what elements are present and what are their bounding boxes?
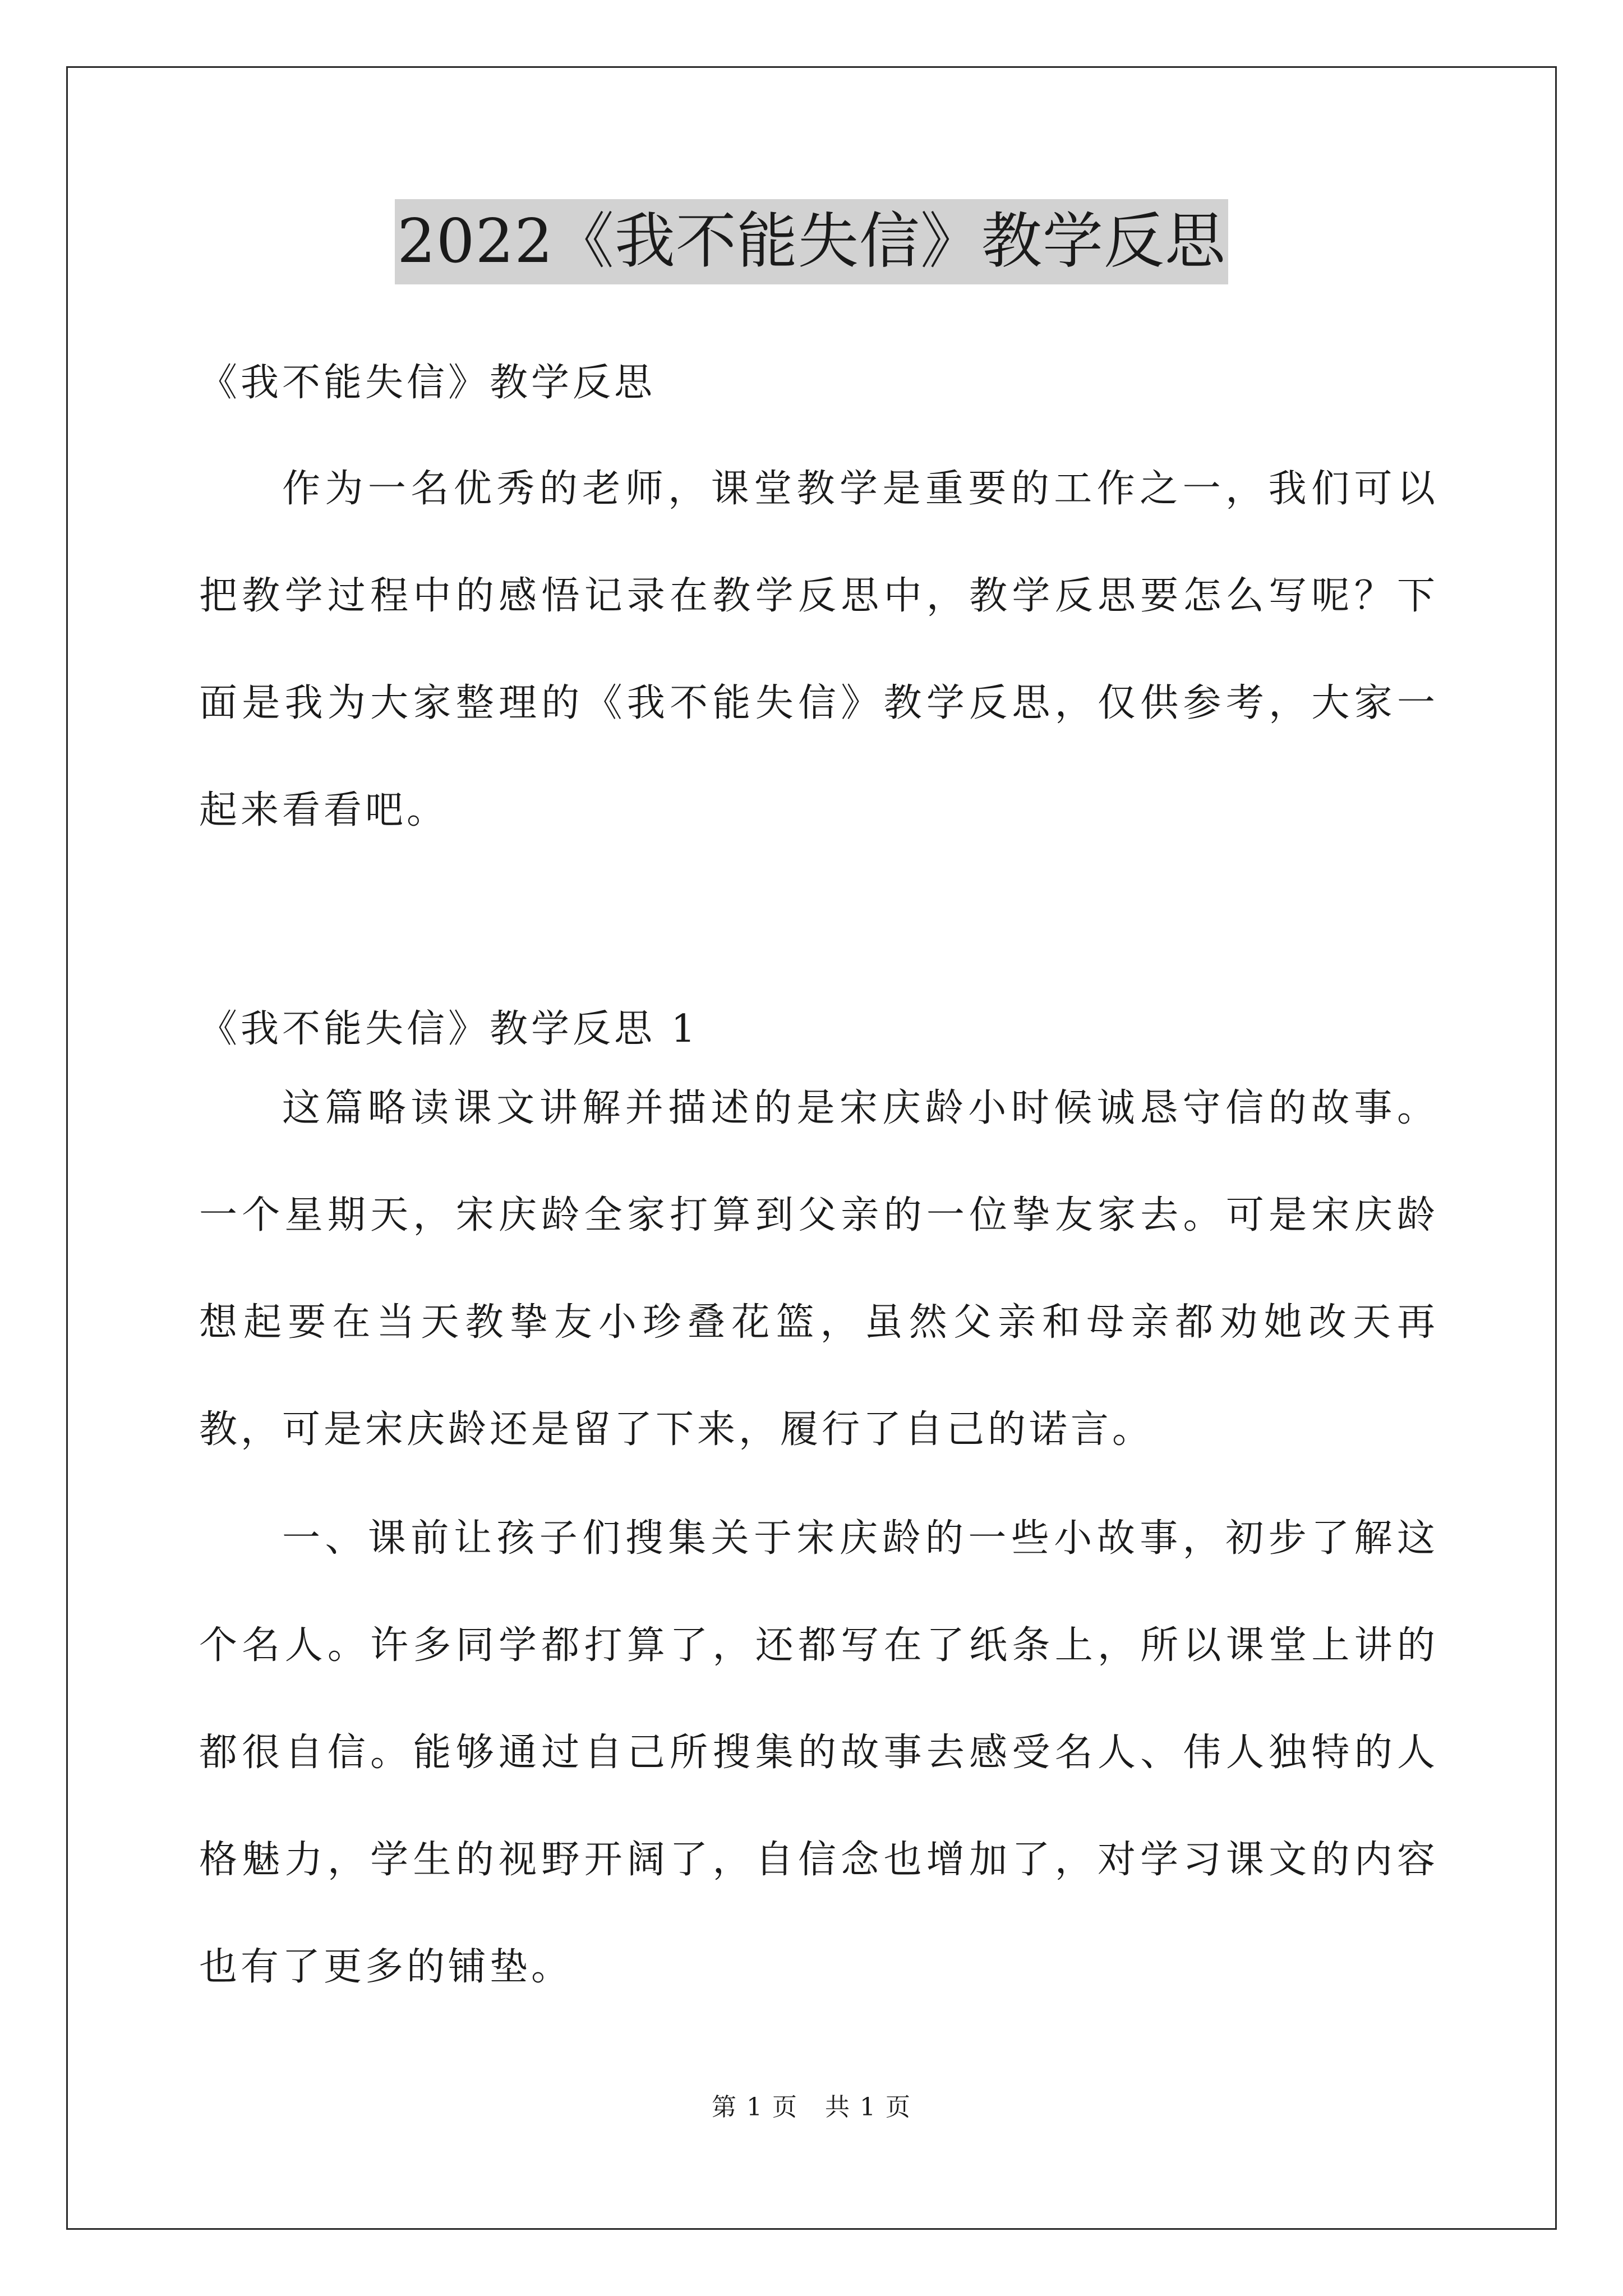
section-paragraph-2: 一、课前让孩子们搜集关于宋庆龄的一些小故事，初步了解这个名人。许多同学都打算了，还都写在了纸条上，所以课堂上讲的都很自信。能够通过自己所搜集的故事去感受名人、伟人独特的人格魅力，学生的视野开阔了，自信念也增加了，对学习课文的内容也有了更多的铺垫。 [199,1516,1438,1989]
intro-paragraph: 作为一名优秀的老师，课堂教学是重要的工作之一，我们可以把教学过程中的感悟记录在教学反思中，教学反思要怎么写呢？下面是我为大家整理的《我不能失信》教学反思，仅供参考，大家一起来看看吧。 [199,467,1438,832]
section-title: 《我不能失信》教学反思 1 [199,1007,699,1051]
document-subtitle: 《我不能失信》教学反思 [199,361,656,405]
document-title-text: 2022《我不能失信》教学反思 [395,199,1228,284]
section-paragraph-1: 这篇略读课文讲解并描述的是宋庆龄小时候诚恳守信的故事。一个星期天，宋庆龄全家打算到父亲的一位挚友家去。可是宋庆龄想起要在当天教挚友小珍叠花篮，虽然父亲和母亲都劝她改天再教，可是宋庆龄还是留了下来，履行了自己的诺言。 [199,1086,1438,1452]
page-number-total: 共 1 页 [825,2093,911,2122]
page-footer [0,2087,1623,2123]
page-number-current: 第 1 页 [712,2093,798,2122]
document-title [0,199,1623,284]
